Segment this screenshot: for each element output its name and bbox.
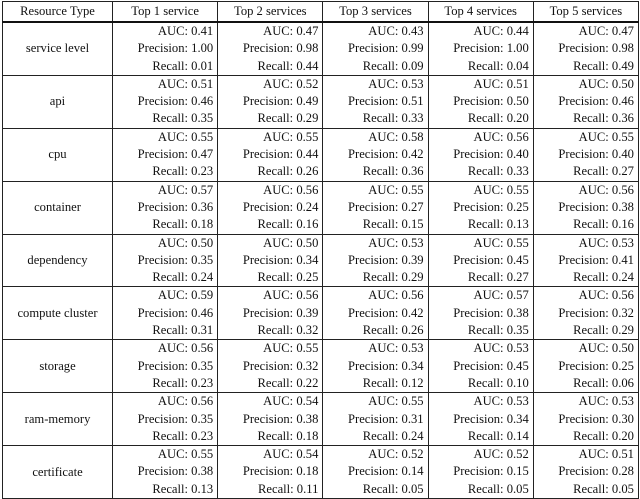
auc-value: AUC: 0.50 [263, 235, 319, 250]
metric-cell [323, 393, 428, 446]
header-top-3-services: Top 3 services [323, 2, 428, 23]
resource-type-cell: api [3, 75, 113, 128]
metric-cell [428, 128, 533, 181]
auc-value: AUC: 0.53 [473, 341, 529, 356]
recall-value: Recall: 0.05 [362, 481, 424, 496]
table-body [3, 22, 639, 499]
metric-cell [218, 340, 323, 393]
precision-value: Precision: 0.15 [453, 464, 529, 479]
metric-cell [323, 75, 428, 128]
metric-cell [113, 75, 218, 128]
header-top-2-services: Top 2 services [218, 2, 323, 23]
precision-value: Precision: 0.45 [453, 252, 529, 267]
auc-value: AUC: 0.56 [157, 394, 214, 409]
metric-cell [533, 393, 638, 446]
metric-cell [428, 393, 533, 446]
precision-value: Precision: 0.24 [242, 199, 319, 214]
precision-value: Precision: 0.31 [348, 411, 424, 426]
precision-value: Precision: 0.99 [348, 41, 424, 56]
auc-value: AUC: 0.58 [368, 129, 424, 144]
auc-value: AUC: 0.55 [473, 235, 529, 250]
precision-value: Precision: 0.35 [137, 252, 214, 267]
metric-cell [428, 234, 533, 287]
header-top-5-services: Top 5 services [533, 2, 638, 23]
precision-value: Precision: 0.25 [453, 199, 529, 214]
table-row [3, 75, 639, 128]
recall-value: Recall: 0.13 [467, 217, 529, 232]
precision-value: Precision: 0.50 [453, 94, 529, 109]
resource-type-cell: service level [3, 22, 113, 75]
metric-cell [218, 234, 323, 287]
recall-value: Recall: 0.32 [257, 323, 319, 338]
table-row [3, 287, 639, 340]
precision-value: Precision: 0.34 [242, 252, 319, 267]
metric-cell [218, 287, 323, 340]
metric-cell [323, 287, 428, 340]
recall-value: Recall: 0.01 [152, 58, 214, 73]
auc-value: AUC: 0.52 [473, 447, 529, 462]
auc-value: AUC: 0.56 [578, 288, 634, 303]
metric-cell [218, 446, 323, 499]
table-row [3, 393, 639, 446]
auc-value: AUC: 0.52 [263, 76, 319, 91]
recall-value: Recall: 0.10 [467, 375, 529, 390]
precision-value: Precision: 0.38 [242, 411, 319, 426]
table-row [3, 446, 639, 499]
metric-cell [533, 340, 638, 393]
recall-value: Recall: 0.06 [573, 375, 634, 390]
auc-value: AUC: 0.55 [157, 129, 214, 144]
results-table [2, 1, 639, 499]
recall-value: Recall: 0.04 [467, 58, 529, 73]
recall-value: Recall: 0.29 [257, 111, 319, 126]
precision-value: Precision: 0.47 [137, 147, 214, 162]
precision-value: Precision: 0.27 [348, 199, 424, 214]
resource-type-cell: dependency [3, 234, 113, 287]
metric-cell [218, 128, 323, 181]
auc-value: AUC: 0.56 [263, 182, 319, 197]
recall-value: Recall: 0.11 [257, 481, 319, 496]
recall-value: Recall: 0.26 [362, 323, 424, 338]
recall-value: Recall: 0.09 [362, 58, 424, 73]
precision-value: Precision: 0.34 [453, 411, 529, 426]
recall-value: Recall: 0.12 [362, 375, 424, 390]
metric-cell [323, 446, 428, 499]
precision-value: Precision: 0.40 [453, 147, 529, 162]
auc-value: AUC: 0.56 [368, 288, 424, 303]
recall-value: Recall: 0.23 [152, 164, 214, 179]
auc-value: AUC: 0.56 [473, 129, 529, 144]
metric-cell [113, 181, 218, 234]
metric-cell [428, 75, 533, 128]
recall-value: Recall: 0.33 [467, 164, 529, 179]
auc-value: AUC: 0.59 [157, 288, 214, 303]
precision-value: Precision: 0.40 [558, 147, 634, 162]
resource-type-cell: certificate [3, 446, 113, 499]
precision-value: Precision: 1.00 [137, 41, 214, 56]
precision-value: Precision: 0.39 [348, 252, 424, 267]
precision-value: Precision: 1.00 [453, 41, 529, 56]
recall-value: Recall: 0.05 [467, 481, 529, 496]
resource-type-cell: storage [3, 340, 113, 393]
auc-value: AUC: 0.51 [578, 447, 634, 462]
auc-value: AUC: 0.53 [578, 235, 634, 250]
metric-cell [428, 340, 533, 393]
metric-cell [113, 22, 218, 75]
recall-value: Recall: 0.20 [467, 111, 529, 126]
precision-value: Precision: 0.42 [348, 305, 424, 320]
auc-value: AUC: 0.50 [578, 76, 634, 91]
recall-value: Recall: 0.16 [257, 217, 319, 232]
precision-value: Precision: 0.42 [348, 147, 424, 162]
auc-value: AUC: 0.55 [157, 447, 214, 462]
auc-value: AUC: 0.47 [578, 24, 634, 38]
recall-value: Recall: 0.18 [257, 428, 319, 443]
auc-value: AUC: 0.56 [578, 182, 634, 197]
recall-value: Recall: 0.24 [362, 428, 424, 443]
metric-cell [323, 128, 428, 181]
auc-value: AUC: 0.57 [473, 288, 529, 303]
metric-cell [428, 181, 533, 234]
recall-value: Recall: 0.29 [573, 323, 634, 338]
recall-value: Recall: 0.24 [573, 270, 634, 285]
recall-value: Recall: 0.36 [573, 111, 634, 126]
metric-cell [113, 234, 218, 287]
auc-value: AUC: 0.51 [157, 76, 214, 91]
auc-value: AUC: 0.55 [263, 129, 319, 144]
auc-value: AUC: 0.53 [578, 394, 634, 409]
auc-value: AUC: 0.53 [368, 235, 424, 250]
table-header [3, 2, 639, 23]
metric-cell [323, 340, 428, 393]
recall-value: Recall: 0.15 [362, 217, 424, 232]
metric-cell [113, 393, 218, 446]
auc-value: AUC: 0.55 [578, 129, 634, 144]
header-top-1-service: Top 1 service [113, 2, 218, 23]
metric-cell [113, 446, 218, 499]
auc-value: AUC: 0.56 [263, 288, 319, 303]
auc-value: AUC: 0.44 [473, 24, 529, 38]
auc-value: AUC: 0.52 [368, 447, 424, 462]
precision-value: Precision: 0.39 [242, 305, 319, 320]
auc-value: AUC: 0.54 [263, 447, 319, 462]
precision-value: Precision: 0.35 [137, 411, 214, 426]
metric-cell [533, 234, 638, 287]
recall-value: Recall: 0.13 [152, 481, 214, 496]
auc-value: AUC: 0.53 [368, 341, 424, 356]
precision-value: Precision: 0.98 [558, 41, 634, 56]
metric-cell [218, 181, 323, 234]
recall-value: Recall: 0.16 [573, 217, 634, 232]
precision-value: Precision: 0.18 [242, 464, 319, 479]
metric-cell [323, 181, 428, 234]
recall-value: Recall: 0.35 [152, 111, 214, 126]
header-resource-type: Resource Type [3, 2, 113, 23]
metric-cell [113, 287, 218, 340]
metric-cell [218, 22, 323, 75]
recall-value: Recall: 0.36 [362, 164, 424, 179]
header-row [3, 2, 639, 23]
precision-value: Precision: 0.36 [137, 199, 214, 214]
recall-value: Recall: 0.05 [573, 481, 634, 496]
table-row [3, 340, 639, 393]
auc-value: AUC: 0.56 [157, 341, 214, 356]
auc-value: AUC: 0.47 [263, 24, 319, 38]
recall-value: Recall: 0.35 [467, 323, 529, 338]
precision-value: Precision: 0.28 [558, 464, 634, 479]
recall-value: Recall: 0.44 [257, 58, 319, 73]
metric-cell [533, 128, 638, 181]
metric-cell [533, 75, 638, 128]
header-top-4-services: Top 4 services [428, 2, 533, 23]
metric-cell [323, 234, 428, 287]
auc-value: AUC: 0.50 [157, 235, 214, 250]
recall-value: Recall: 0.29 [362, 270, 424, 285]
precision-value: Precision: 0.25 [558, 358, 634, 373]
table-row [3, 181, 639, 234]
resource-type-cell: compute cluster [3, 287, 113, 340]
precision-value: Precision: 0.98 [242, 41, 319, 56]
auc-value: AUC: 0.55 [263, 341, 319, 356]
metric-cell [533, 287, 638, 340]
metric-cell [428, 287, 533, 340]
precision-value: Precision: 0.32 [242, 358, 319, 373]
auc-value: AUC: 0.50 [578, 341, 634, 356]
auc-value: AUC: 0.43 [368, 24, 424, 38]
precision-value: Precision: 0.49 [242, 94, 319, 109]
metric-cell [428, 446, 533, 499]
auc-value: AUC: 0.53 [473, 394, 529, 409]
precision-value: Precision: 0.32 [558, 305, 634, 320]
auc-value: AUC: 0.55 [473, 182, 529, 197]
auc-value: AUC: 0.55 [368, 182, 424, 197]
precision-value: Precision: 0.45 [453, 358, 529, 373]
precision-value: Precision: 0.44 [242, 147, 319, 162]
metric-cell [113, 128, 218, 181]
auc-value: AUC: 0.57 [157, 182, 214, 197]
table-row [3, 234, 639, 287]
recall-value: Recall: 0.23 [152, 428, 214, 443]
recall-value: Recall: 0.22 [257, 375, 319, 390]
metric-cell [218, 393, 323, 446]
recall-value: Recall: 0.20 [573, 428, 634, 443]
auc-value: AUC: 0.54 [263, 394, 319, 409]
metric-cell [428, 22, 533, 75]
recall-value: Recall: 0.27 [573, 164, 634, 179]
precision-value: Precision: 0.38 [137, 464, 214, 479]
metric-cell [533, 181, 638, 234]
resource-type-cell: ram-memory [3, 393, 113, 446]
precision-value: Precision: 0.38 [558, 199, 634, 214]
recall-value: Recall: 0.31 [152, 323, 214, 338]
resource-type-cell: container [3, 181, 113, 234]
precision-value: Precision: 0.51 [348, 94, 424, 109]
precision-value: Precision: 0.46 [137, 94, 214, 109]
auc-value: AUC: 0.51 [473, 76, 529, 91]
auc-value: AUC: 0.53 [368, 76, 424, 91]
resource-type-cell: cpu [3, 128, 113, 181]
precision-value: Precision: 0.46 [558, 94, 634, 109]
recall-value: Recall: 0.27 [467, 270, 529, 285]
recall-value: Recall: 0.49 [573, 58, 634, 73]
metric-cell [533, 446, 638, 499]
precision-value: Precision: 0.34 [348, 358, 424, 373]
recall-value: Recall: 0.18 [152, 217, 214, 232]
recall-value: Recall: 0.23 [152, 375, 214, 390]
recall-value: Recall: 0.33 [362, 111, 424, 126]
precision-value: Precision: 0.30 [558, 411, 634, 426]
metric-cell [218, 75, 323, 128]
metric-cell [323, 22, 428, 75]
recall-value: Recall: 0.25 [257, 270, 319, 285]
precision-value: Precision: 0.35 [137, 358, 214, 373]
precision-value: Precision: 0.41 [558, 252, 634, 267]
precision-value: Precision: 0.38 [453, 305, 529, 320]
metric-cell [533, 22, 638, 75]
precision-value: Precision: 0.14 [348, 464, 424, 479]
auc-value: AUC: 0.41 [157, 24, 214, 38]
recall-value: Recall: 0.24 [152, 270, 214, 285]
auc-value: AUC: 0.55 [368, 394, 424, 409]
table-row [3, 22, 639, 75]
table-row [3, 128, 639, 181]
metric-cell [113, 340, 218, 393]
precision-value: Precision: 0.46 [137, 305, 214, 320]
recall-value: Recall: 0.14 [467, 428, 529, 443]
recall-value: Recall: 0.26 [257, 164, 319, 179]
